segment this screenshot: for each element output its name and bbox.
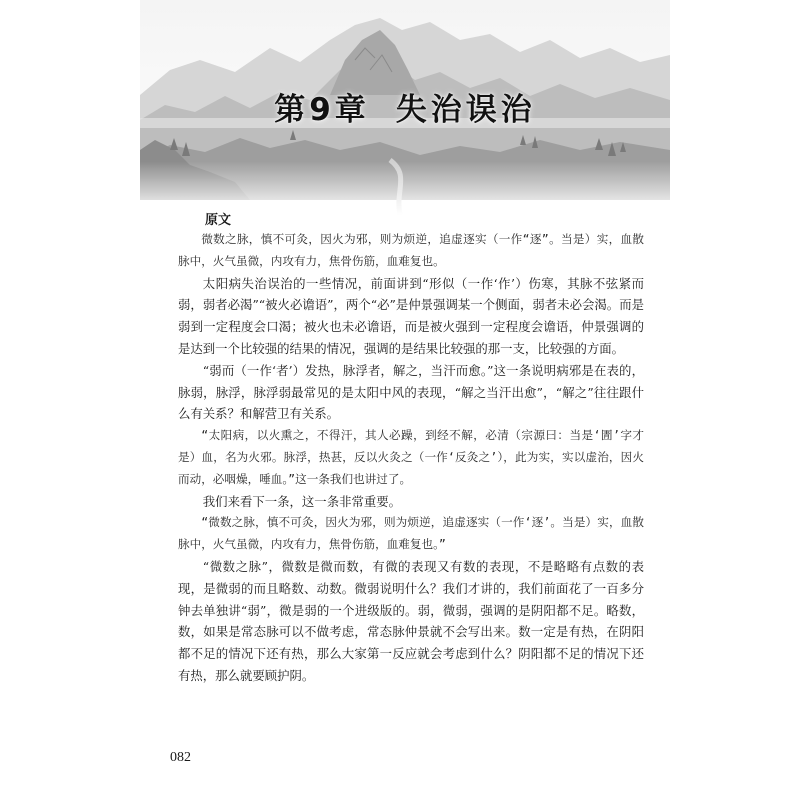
paragraph: “弱而（一作‘者’）发热，脉浮者，解之，当汗而愈。”这一条说明病邪是在表的，脉弱，脉浮，脉浮弱最常见的是太阳中风的表现，“解之当汗出愈”，“解之”往往跟什么有关系？和解营卫有关系。 bbox=[178, 362, 644, 422]
section-heading: 原文 bbox=[205, 213, 232, 228]
paragraph: 微数之脉，慎不可灸，因火为邪，则为烦逆，追虚逐实（一作“逐”。当是）实，血散脉中，火气虽微，内攻有力，焦骨伤筋，血难复也。 bbox=[178, 232, 644, 268]
page-number: 082 bbox=[170, 750, 191, 765]
body-text bbox=[178, 229, 644, 687]
chapter-title bbox=[140, 84, 670, 129]
paragraph: “微数之脉”，微数是微而数，有微的表现又有数的表现，不是略略有点数的表现，是微弱的而且略数、动数。微弱说明什么？我们才讲的，我们前面花了一百多分钟去单独讲“弱”，微是弱的一个进级版的。弱，微弱，强调的是阴阳都不足。略数，数，如果是常态脉可以不做考虑，常态脉仲景就不会写出来。数一定是有热，在阴阳都不足的情况下还有热，那么大家第一反应就会考虑到什么？阴阳都不足的情况下还有热，那么就要顾护阴。 bbox=[178, 558, 644, 683]
paragraph: 我们来看下一条，这一条非常重要。 bbox=[202, 493, 402, 509]
chapter-name: 失治误治 bbox=[395, 92, 536, 128]
paragraph: “太阳病，以火熏之，不得汗，其人必躁，到经不解，必清（宗源曰：当是‘圊’字才是）血，名为火邪。脉浮，热甚，反以火灸之（一作‘反灸之’），此为实，实以虚治，因火而动，必咽燥，唾血。”这一条我们也讲过了。 bbox=[178, 428, 644, 486]
paragraph: “微数之脉，慎不可灸，因火为邪，则为烦逆，追虚逐实（一作‘逐’。当是）实，血散脉中，火气虽微，内攻有力，焦骨伤筋，血难复也。” bbox=[178, 515, 644, 552]
paragraph: 太阳病失治误治的一些情况，前面讲到“形似（一作‘作’）伤寒，其脉不弦紧而弱，弱者必渴”“被火必谵语”，两个“必”是仲景强调某一个侧面，弱者未必会渴。而是弱到一定程度会口渴；被火也未必谵语，而是被火强到一定程度会谵语，仲景强调的是达到一个比较强的结果的情况，强调的是结果比较强的那一支，比较强的方面。 bbox=[178, 275, 644, 356]
landscape-illustration bbox=[140, 0, 670, 215]
chapter-number: 第9章 bbox=[274, 92, 370, 128]
book-page bbox=[140, 0, 670, 800]
